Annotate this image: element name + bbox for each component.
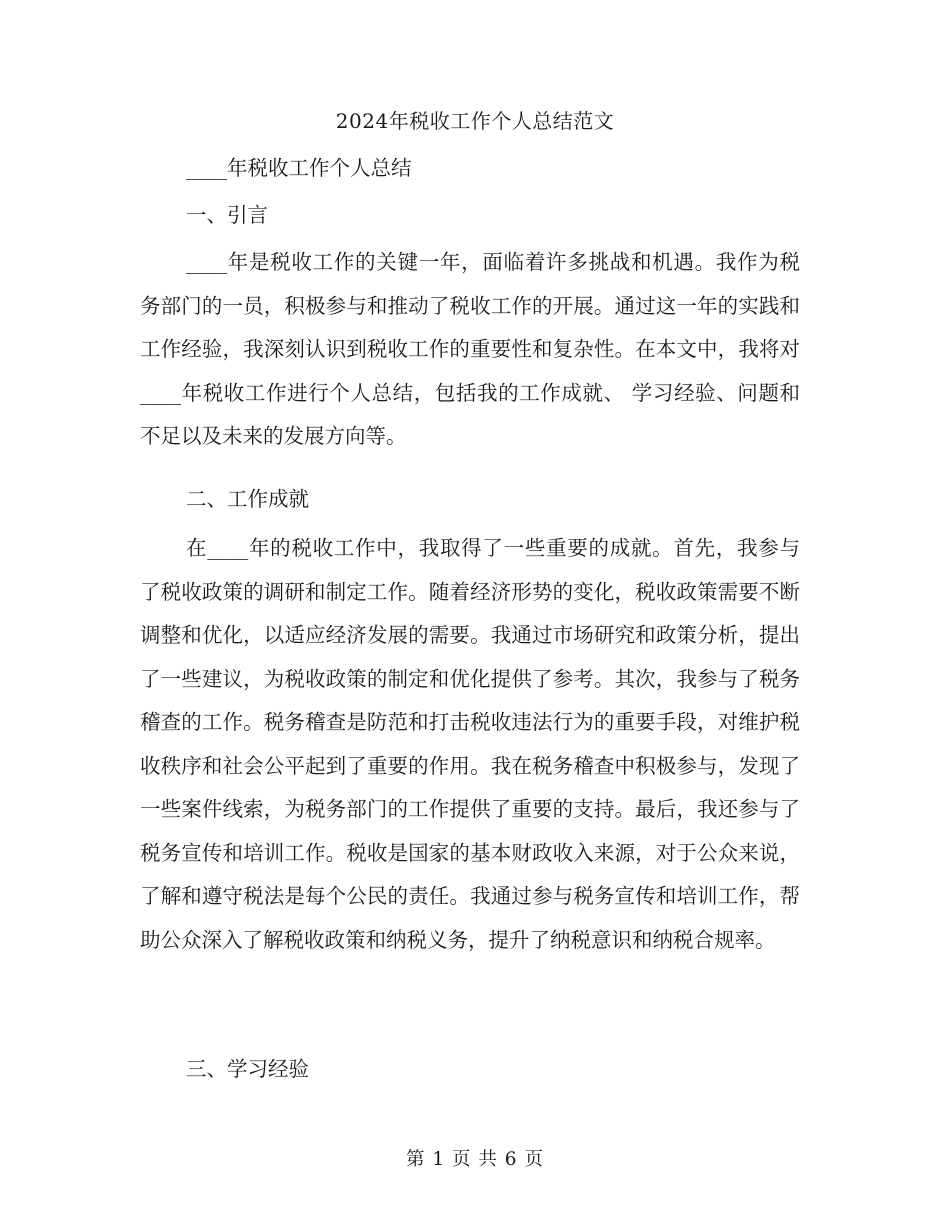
- section-heading-learning: 三、学习经验: [186, 1057, 309, 1081]
- section-body-achievements: 在____年的税收工作中，我取得了一些重要的成就。首先，我参与了税收政策的调研和制定工作。随着经济形势的变化，税收政策需要不断调整和优化，以适应经济发展的需要。我通过市场研究和政策分析，提出了一些建议，为税收政策的制定和优化提供了参考。其次，我参与了税务稽查的工作。税务稽查是防范和打击税收违法行为的重要手段，对维护税收秩序和社会公平起到了重要的作用。我在税务稽查中积极参与，发现了一些案件线索，为税务部门的工作提供了重要的支持。最后，我还参与了税务宣传和培训工作。税收是国家的基本财政收入来源，对于公众来说，了解和遵守税法是每个公民的责任。我通过参与税务宣传和培训工作，帮助公众深入了解税收政策和纳税义务，提升了纳税意识和纳税合规率。: [140, 536, 800, 952]
- document-title: 2024年税收工作个人总结范文: [335, 109, 615, 133]
- page-number-footer: 第 1 页 共 6 页: [406, 1149, 544, 1170]
- section-heading-achievements: 二、工作成就: [186, 487, 309, 511]
- section-body-introduction: ____年是税收工作的关键一年，面临着许多挑战和机遇。我作为税务部门的一员，积极参与和推动了税收工作的开展。通过这一年的实践和工作经验，我深刻认识到税收工作的重要性和复杂性。在本文中，我将对____年税收工作进行个人总结，包括我的工作成就、 学习经验、问题和不足以及未来的发展方向等。: [140, 250, 800, 448]
- section-heading-introduction: 一、引言: [186, 203, 268, 227]
- document-subtitle: ____年税收工作个人总结: [186, 156, 412, 180]
